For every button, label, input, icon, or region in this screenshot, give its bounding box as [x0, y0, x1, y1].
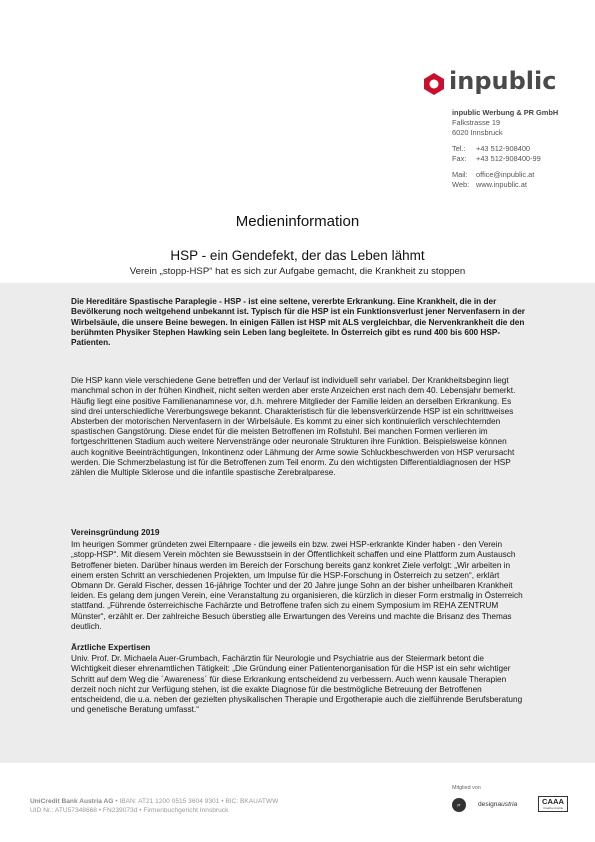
mail-label: Mail:: [452, 170, 468, 179]
caaa-subtext: Creative Austria: [543, 806, 563, 810]
bank-name: UniCredit Bank Austria AG: [30, 798, 114, 805]
caaa-text: CAAA: [542, 797, 564, 806]
fax-value: +43 512-908400-99: [476, 154, 541, 163]
designaustria-part1: design: [478, 801, 498, 808]
logo-mark-icon: [422, 72, 446, 96]
member-logo-designaustria: [478, 801, 517, 808]
member-logo-caaa: [538, 796, 568, 812]
designaustria-part2: austria: [497, 801, 518, 808]
member-label: Mitglied von: [452, 785, 481, 791]
body-paragraph-2: Im heurigen Sommer gründeten zwei Elternpaare - die jeweils ein bzw. zwei HSP-erkrankte Kinder haben - den Verein „stopp-HSP“. Mit diesem Verein möchten sie Bewusstsein in der Öffentlichkeit schaffen und eine Plattform zum Austausch Betroffener bieten. Darüber hinaus werden im Bereich der Forschung bereits ganz konkret Ziele verfolgt: „Wir arbeiten in einem ersten Schritt an verschiedenen Projekten, um Impulse für die HSP-Forschung in Österreich zu setzen“, erklärt Obmann Dr. Gerald Fischer, dessen 16-jährige Tochter und der 20 Jahre junge Sohn an der bisher unheilbaren Krankheit leiden. Es gelang dem jungen Verein, eine Veranstaltung zu organisieren, die kürzlich in dieser Form erstmalig in Österreich stattfand. „Führende österreichische Fachärzte und Betroffene trafen sich zu einem Symposium im REHA ZENTRUM Münster“, erzählt er. Der zahlreiche Besuch überstieg alle Erwartungen des Vereins und machte die Brisanz des Themas deutlich.: [71, 540, 523, 631]
headline: HSP - ein Gendefekt, der das Leben lähmt: [170, 248, 425, 263]
body-paragraph-3: Univ. Prof. Dr. Michaela Auer-Grumbach, Fachärztin für Neurologie und Psychiatrie aus der Steiermark betont die Wichtigkeit dieser ehrenamtlichen Tätigkeit: „Die Gründung einer Patientenorganisation für die HSP ist ein sehr wichtiger Schritt auf dem Weg die ´Awareness´ für diese Erkrankung entscheidend zu verbessern. Auch wenn kausale Therapien derzeit noch nicht zur Verfügung stehen, ist die exakte Diagnose für die bestmögliche Betreuung der Betroffenen entscheidend, die u.a. neben der gezielten physikalischen Therapie und Ergotherapie auch die zielführende Berufsberatung und genetische Beratung umfasst.“: [71, 654, 523, 715]
document-title: Medieninformation: [235, 213, 360, 230]
mail-link[interactable]: office@inpublic.at: [476, 170, 535, 179]
street: Falkstrasse 19: [452, 118, 501, 127]
company-name: inpublic Werbung & PR GmbH: [452, 108, 559, 117]
subheadline: Verein „stopp-HSP“ hat es sich zur Aufgabe gemacht, die Krankheit zu stoppen: [129, 266, 466, 277]
fax-label: Fax:: [452, 154, 467, 163]
bank-details: • IBAN: AT21 1200 0515 3604 9301 • BIC: BKAUATWW: [113, 798, 279, 805]
company-logo: [422, 67, 572, 100]
city: 6020 Innsbruck: [452, 128, 503, 137]
body-paragraph-1: Die HSP kann viele verschiedene Gene betreffen und der Verlauf ist individuell sehr variabel. Der Krankheitsbeginn liegt manchmal schon in der frühen Kindheit, nicht selten werden aber erste Anzeichen erst nach dem 40. Lebensjahr bemerkt. Häufig liegt eine positive Familienanamnese vor, d.h. mehrere Mitglieder der Familie leiden an derselben Erkrankung. Es sind drei unterschiedliche Vererbungswege bekannt. Charakteristisch für die lebensverkürzende HSP ist ein schrittweises Absterben der motorischen Nervenfasern in der Wirbelsäule. Es kommt zu einer sich kontinuierlich verschlechternden spastischen Gangstörung. Diese endet für die meisten Betroffenen im Rollstuhl. Bei manchen Formen verlieren im fortgeschrittenen Stadium auch weitere Nervenstränge oder neuronale Strukturen ihre Funktion. Beispielsweise können auch kognitive Beeinträchtigungen, Inkontinenz oder Lähmung der Arme sowie Schluckbeschwerden von HSP verursacht werden. Die Schmerzbelastung ist für die Betroffenen zum Teil enorm. Zu den wichtigsten Differentialdiagnosen der HSP zählen die Multiple Sklerose und die infantile spastische Zerebralparese.: [71, 376, 516, 478]
logo-text: inpublic: [449, 67, 557, 95]
section-heading-aerztliche-expertisen: Ärztliche Expertisen: [71, 643, 151, 653]
footer-legal: [30, 797, 278, 815]
legal-info: UID Nr.: ATU57348668 • FN239073d • Firmenbuchgericht Innsbruck: [30, 807, 229, 814]
tel-value: +43 512-908400: [476, 144, 531, 153]
web-label: Web:: [452, 180, 470, 189]
tel-label: Tel.:: [452, 144, 466, 153]
web-link[interactable]: www.inpublic.at: [476, 180, 527, 189]
sender-address: [452, 108, 592, 190]
member-logo-pr: pr: [452, 798, 466, 812]
lead-paragraph: Die Hereditäre Spastische Paraplegie - HSP - ist eine seltene, vererbte Erkrankung. Eine Krankheit, die in der Bevölkerung noch weitgehend unbekannt ist. Typisch für die HSP ist ein Funktionsverlust jener Nervenfasern in der Wirbelsäule, die unsere Beine bewegen. In einigen Fällen ist HSP mit ALS vergleichbar, die Nervenkrankheit die den berühmten Physiker Stephen Hawking sein Leben lang begleitete. In Österreich gibt es rund 400 bis 600 HSP-Patienten.: [71, 297, 525, 348]
section-heading-vereinsgruendung: Vereinsgründung 2019: [71, 528, 160, 538]
